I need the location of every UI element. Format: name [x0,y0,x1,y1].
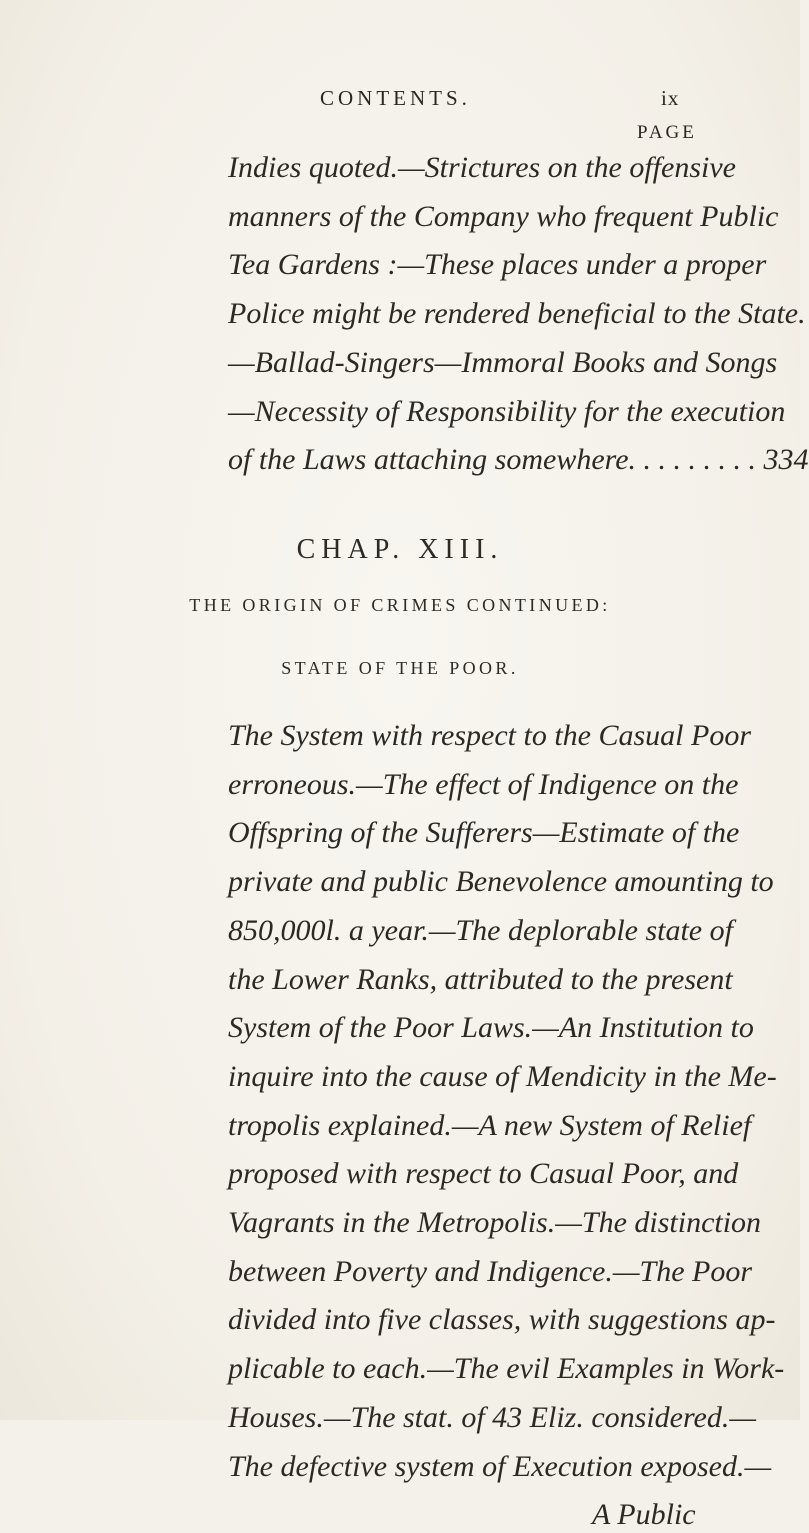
entry-line: of the Laws attaching somewhere. . . . . . . . . 334 [228,443,809,477]
entry-line: plicable to each.—The evil Examples in Work- [228,1352,785,1386]
page-number: ix [661,86,680,110]
running-head [0,86,800,116]
entry-line: the Lower Ranks, attributed to the present [228,962,733,996]
entry-line: proposed with respect to Casual Poor, and [228,1157,739,1191]
entry-line: inquire into the cause of Mendicity in the Me- [228,1059,777,1093]
entry-line: Indies quoted.—Strictures on the offensive [228,151,736,184]
entry-line: between Poverty and Indigence.—The Poor [228,1254,753,1288]
entry-line: Police might be rendered beneficial to the State. [228,297,806,331]
entry-line: manners of the Company who frequent Public [228,199,779,233]
running-head-title: CONTENTS. [320,86,471,110]
entry-line: private and public Benevolence amounting to [228,865,774,899]
entry-line: Houses.—The stat. of 43 Eliz. considered.— [228,1400,757,1434]
entry-line: Tea Gardens :—These places under a proper [228,248,767,282]
entry-line: The defective system of Execution exposed.— [228,1449,772,1483]
entry-line: Offspring of the Sufferers—Estimate of the [228,816,740,850]
chapter-heading: CHAP. XIII. [296,534,504,565]
catchword: A Public [592,1498,696,1532]
entry-line: —Ballad-Singers—Immoral Books and Songs [228,345,778,379]
entry-line: erroneous.—The effect of Indigence on the [228,767,739,801]
entry-line: The System with respect to the Casual Poor [228,719,752,752]
entry-line: Vagrants in the Metropolis.—The distinction [228,1206,762,1239]
entry-line: tropolis explained.—A new System of Relief [228,1108,752,1142]
entry-line: divided into five classes, with suggestions ap- [228,1303,776,1337]
entry-line: System of the Poor Laws.—An Institution to [228,1011,754,1045]
chapter-subtitle: STATE OF THE POOR. [281,658,519,678]
chapter-subtitle: THE ORIGIN OF CRIMES CONTINUED: [189,595,611,615]
entry-line: 850,000l. a year.—The deplorable state of [228,913,733,947]
entry-line: —Necessity of Responsibility for the execution [228,394,786,428]
page-column-label: PAGE [637,122,697,143]
